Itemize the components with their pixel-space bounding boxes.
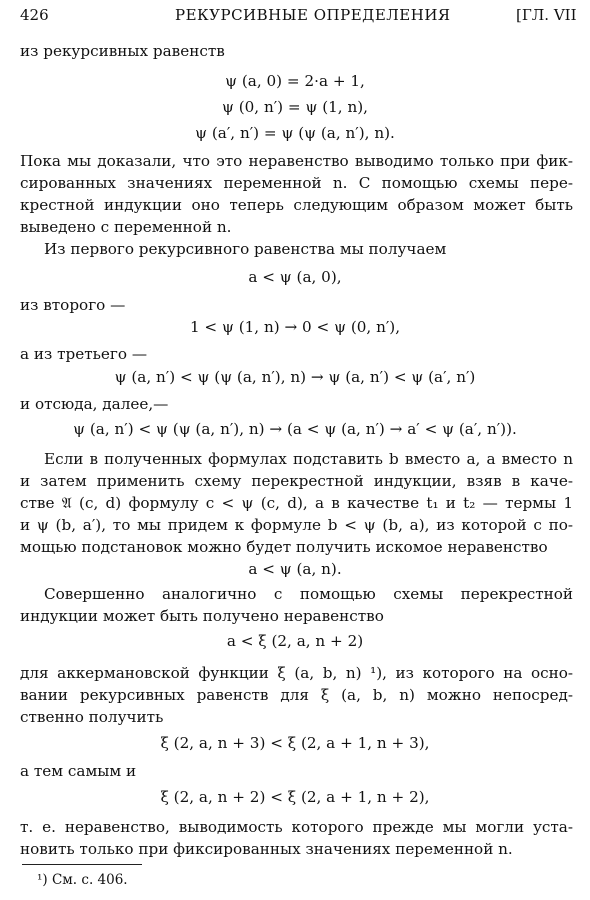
- footnote-rule: [22, 864, 142, 865]
- text-line: т. е. неравенство, выводимость которого прежде мы могли уста-: [20, 818, 573, 836]
- formula: ξ (2, a, n + 3) < ξ (2, a + 1, n + 3),: [160, 734, 430, 752]
- footnote: ¹) См. с. 406.: [37, 872, 128, 888]
- text-line: Из первого рекурсивного равенства мы получаем: [44, 240, 447, 258]
- formula: ψ (a, 0) = 2·a + 1,: [225, 72, 365, 90]
- text-line: и отсюда, далее,—: [20, 395, 169, 413]
- page-number: 426: [20, 6, 49, 24]
- text-line: крестной индукции оно теперь следующим образом может быть: [20, 196, 573, 214]
- text-line: новить только при фиксированных значениях переменной n.: [20, 840, 513, 858]
- text-line: Если в полученных формулах подставить b вместо a, a вместо n: [44, 450, 573, 468]
- text-line: выведено с переменной n.: [20, 218, 232, 236]
- text-line: сированных значениях переменной n. С помощью схемы пере-: [20, 174, 573, 192]
- formula: ψ (a′, n′) = ψ (ψ (a, n′), n).: [195, 124, 395, 142]
- formula: ξ (2, a, n + 2) < ξ (2, a + 1, n + 2),: [160, 788, 430, 806]
- formula: ψ (a, n′) < ψ (ψ (a, n′), n) → ψ (a, n′) < ψ (a′, n′): [114, 368, 476, 386]
- chapter-marker: [ГЛ. VII: [516, 6, 577, 24]
- text-line: стве 𝔄 (c, d) формулу c < ψ (c, d), а в качестве t₁ и t₂ — термы 1: [20, 494, 573, 512]
- text-line: из второго —: [20, 296, 126, 314]
- text-line: вании рекурсивных равенств для ξ (a, b, n) можно непосред-: [20, 686, 573, 704]
- text-line: ственно получить: [20, 708, 164, 726]
- text-line: и ψ (b, a′), то мы придем к формуле b < ψ (b, a), из которой с по-: [20, 516, 573, 534]
- running-title: РЕКУРСИВНЫЕ ОПРЕДЕЛЕНИЯ: [175, 6, 451, 24]
- formula: a < ξ (2, a, n + 2): [226, 632, 364, 650]
- text-line: мощью подстановок можно будет получить искомое неравенство: [20, 538, 548, 556]
- text-line: из рекурсивных равенств: [20, 42, 225, 60]
- text-line: индукции может быть получено неравенство: [20, 607, 384, 625]
- text-line: Совершенно аналогично с помощью схемы перекрестной: [44, 585, 573, 603]
- text-line: а из третьего —: [20, 345, 148, 363]
- text-line: а тем самым и: [20, 762, 137, 780]
- text-line: и затем применить схему перекрестной индукции, взяв в каче-: [20, 472, 573, 490]
- formula: ψ (0, n′) = ψ (1, n),: [221, 98, 369, 116]
- formula: a < ψ (a, n).: [248, 560, 342, 578]
- text-line: для аккермановской функции ξ (a, b, n) ¹), из которого на осно-: [20, 664, 573, 682]
- formula: a < ψ (a, 0),: [248, 268, 342, 286]
- formula: 1 < ψ (1, n) → 0 < ψ (0, n′),: [189, 318, 401, 336]
- text-line: Пока мы доказали, что это неравенство выводимо только при фик-: [20, 152, 573, 170]
- formula: ψ (a, n′) < ψ (ψ (a, n′), n) → (a < ψ (a, n′) → a′ < ψ (a′, n′)).: [73, 420, 517, 438]
